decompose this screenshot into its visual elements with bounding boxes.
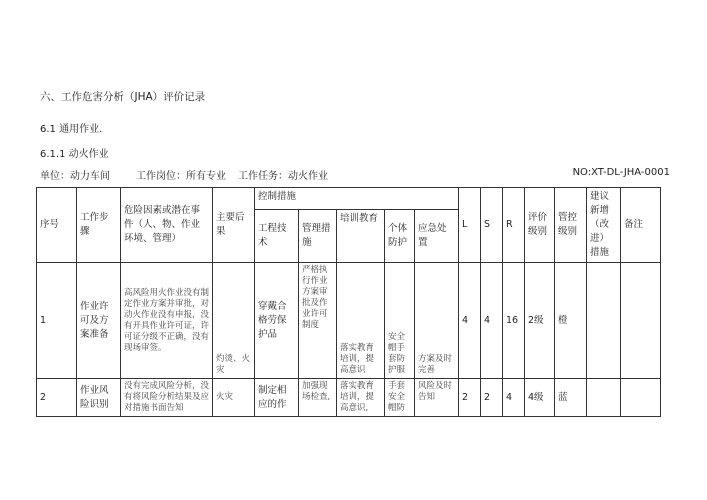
header-consequence: 主要后果 — [213, 188, 255, 263]
header-emergency: 应急处置 — [415, 210, 459, 263]
cell-management: 严格执行作业方案审批及作业许可制度 — [299, 263, 337, 379]
cell-L: 4 — [459, 263, 481, 379]
cell-seq: 2 — [37, 379, 77, 417]
cell-suggest — [587, 263, 621, 379]
meta-number: NO:XT-DL-JHA-0001 — [572, 167, 670, 178]
cell-ppe: 安全帽手套防护服 — [385, 263, 415, 379]
table-row — [37, 263, 661, 379]
subsection-title: 6.1 通用作业. — [40, 124, 103, 135]
cell-ctrl-level: 蓝 — [555, 379, 587, 417]
meta-task: 工作任务：动火作业 — [238, 171, 328, 182]
table-row — [37, 379, 661, 417]
header-suggest: 建议新增（改进）措施 — [587, 188, 621, 263]
header-S: S — [481, 188, 503, 263]
header-L: L — [459, 188, 481, 263]
cell-S: 2 — [481, 379, 503, 417]
cell-training: 落实教育培训，提高意识 — [337, 263, 385, 379]
jha-table — [36, 187, 661, 417]
cell-suggest — [587, 379, 621, 417]
header-management: 管理措施 — [299, 210, 337, 263]
cell-consequence: 灼烫、火灾 — [213, 263, 255, 379]
cell-seq: 1 — [37, 263, 77, 379]
meta-line — [40, 167, 670, 182]
cell-emergency: 风险及时告知 — [415, 379, 459, 417]
cell-step: 作业风险识别 — [77, 379, 121, 417]
header-row — [37, 188, 661, 210]
cell-engineering: 穿戴合格劳保护品 — [255, 263, 299, 379]
cell-L: 2 — [459, 379, 481, 417]
cell-remark — [621, 379, 661, 417]
header-R: R — [503, 188, 525, 263]
cell-emergency: 方案及时完善 — [415, 263, 459, 379]
header-control: 控制措施 — [255, 188, 459, 210]
header-hazard: 危险因素或潜在事件（人、物、作业环境、管理） — [121, 188, 213, 263]
header-ctrl-level: 管控级别 — [555, 188, 587, 263]
cell-hazard: 高风险用火作业没有制定作业方案并审批，对动火作业没有申报，没有开具作业许可证，许可证分级不正确，没有现场审签。 — [121, 263, 213, 379]
cell-step: 作业许可及方案准备 — [77, 263, 121, 379]
section-title: 六、工作危害分析（JHA）评价记录 — [40, 91, 206, 103]
cell-ctrl-level: 橙 — [555, 263, 587, 379]
cell-hazard: 没有完成风险分析，没有将风险分析结果及应对措施书面告知 — [121, 379, 213, 417]
cell-S: 4 — [481, 263, 503, 379]
cell-ppe: 手套安全帽防 — [385, 379, 415, 417]
cell-training: 落实教育培训，提高意识, — [337, 379, 385, 417]
header-engineering: 工程技术 — [255, 210, 299, 263]
cell-level: 2级 — [525, 263, 555, 379]
cell-level: 4级 — [525, 379, 555, 417]
header-step: 工作步骤 — [77, 188, 121, 263]
cell-consequence: 火灾 — [213, 379, 255, 417]
header-seq: 序号 — [37, 188, 77, 263]
meta-unit: 单位：动力车间 — [40, 171, 110, 182]
header-ppe: 个体防护 — [385, 210, 415, 263]
header-training: 培训教育 — [337, 210, 385, 263]
sub-subsection-title: 6.1.1 动火作业 — [40, 149, 109, 160]
meta-post: 工作岗位：所有专业 — [136, 171, 226, 182]
cell-engineering: 制定相应的作 — [255, 379, 299, 417]
header-level: 评价级别 — [525, 188, 555, 263]
cell-management: 加强现场检查, — [299, 379, 337, 417]
cell-remark — [621, 263, 661, 379]
header-remark: 备注 — [621, 188, 661, 263]
cell-R: 16 — [503, 263, 525, 379]
cell-R: 4 — [503, 379, 525, 417]
